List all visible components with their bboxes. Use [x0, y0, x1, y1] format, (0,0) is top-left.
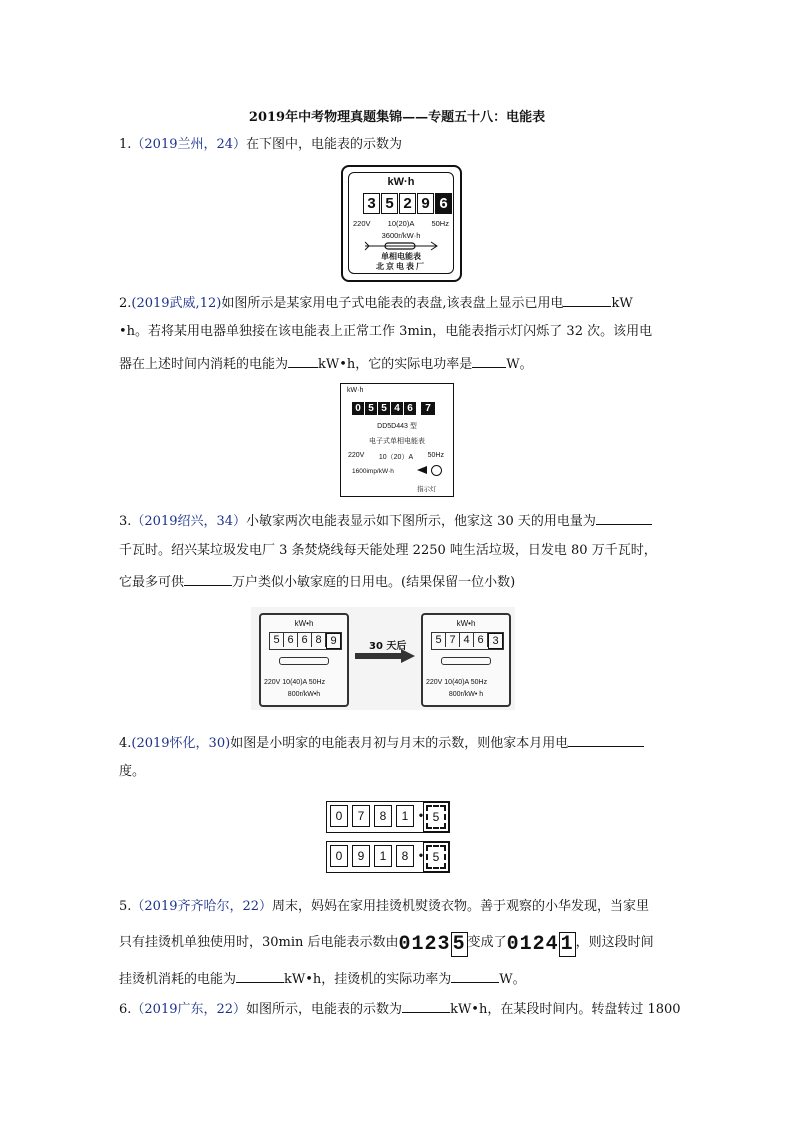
meter-digit: 8 — [374, 805, 392, 827]
meter-digit: 8 — [312, 633, 326, 647]
meter-frequency: 50Hz — [427, 452, 444, 459]
meter-maker: 北京电表厂 — [376, 261, 426, 271]
meter-digit: 6 — [404, 402, 416, 415]
meter-digits: 0123 — [398, 933, 451, 956]
meter-digit-decimal: 1 — [560, 933, 574, 956]
meter-reading-start — [326, 801, 450, 833]
meter-digit: 1 — [374, 845, 392, 867]
question-5-line-1 — [119, 898, 649, 916]
disc-icon — [441, 657, 491, 665]
question-text: 如图所示，电能表的示数为 — [246, 1002, 403, 1017]
page-title: 2019年中考物理真题集锦——专题五十八：电能表 — [248, 110, 546, 125]
meter-unit: kW·h — [387, 176, 415, 188]
meter-digit: 9 — [417, 193, 434, 214]
question-text: kW•h，它的实际电功率是 — [318, 357, 473, 372]
meter-digit: 0 — [330, 845, 348, 867]
meter-current: 10（20）A — [378, 454, 414, 461]
meter-digit-decimal: 6 — [435, 193, 452, 214]
meter-digit: 4 — [460, 633, 474, 647]
meter-spec — [353, 219, 449, 228]
disc-arrow-icon — [363, 241, 439, 251]
decimal-point: • — [418, 848, 424, 862]
meter-digit: 6 — [474, 633, 488, 647]
meter-digit: 5 — [270, 633, 284, 647]
meter-voltage: 220V — [353, 219, 371, 228]
question-text: W。 — [506, 357, 533, 372]
question-text: 如图是小明家的电能表月初与月末的示数，则他家本月用电 — [230, 736, 569, 751]
answer-blank[interactable] — [596, 511, 652, 525]
answer-blank[interactable] — [236, 969, 284, 983]
decimal-point: • — [418, 808, 424, 822]
meter-digits: 0124 — [506, 933, 559, 956]
meter-digits — [269, 632, 342, 650]
answer-blank[interactable] — [568, 733, 644, 747]
meter-voltage: 220V — [348, 452, 365, 459]
meter-digit-decimal: 7 — [421, 402, 435, 415]
meter-digits — [363, 193, 452, 214]
meter-spec — [348, 452, 444, 462]
meter-figure-2 — [340, 383, 454, 497]
arrow-right-icon — [355, 649, 415, 663]
question-number: 4. — [119, 736, 132, 751]
question-2-line-3 — [119, 354, 533, 374]
answer-blank[interactable] — [402, 999, 450, 1013]
question-6-line-1 — [119, 999, 681, 1019]
meter-unit: kW·h — [347, 387, 364, 394]
question-text: 如图所示是某家用电子式电能表的表盘,该表盘上显示已用电 — [221, 296, 564, 311]
question-text: 挂烫机消耗的电能为 — [119, 972, 237, 987]
meter-before — [259, 613, 349, 707]
answer-blank[interactable] — [451, 969, 499, 983]
meter-current: 10(20)A — [387, 219, 415, 228]
meter-imp-constant: 1600imp/kW·h — [352, 468, 394, 475]
question-text: kW — [611, 296, 633, 311]
meter-figure-3 — [251, 607, 515, 710]
meter-digit: 9 — [352, 845, 370, 867]
meter-digit: 0 — [352, 402, 364, 415]
question-number: 6. — [119, 1002, 132, 1017]
question-source: （2019齐齐哈尔，22） — [131, 899, 273, 914]
indicator-light-label: 指示灯 — [417, 485, 437, 493]
question-text: kW•h，在某段时间内。转盘转过 1800 — [450, 1002, 681, 1017]
question-5-line-2 — [119, 934, 654, 954]
meter-digit: 5 — [432, 633, 446, 647]
meter-digit: 4 — [391, 402, 403, 415]
question-4-line-2: 度。 — [119, 764, 146, 779]
answer-blank[interactable] — [472, 354, 506, 368]
meter-digit-decimal: 5 — [426, 845, 446, 869]
question-5-line-3 — [119, 969, 526, 989]
question-text: kW•h，挂烫机的实际功率为 — [284, 972, 452, 987]
question-text: 变成了 — [467, 935, 507, 950]
question-text: 器在上述时间内消耗的电能为 — [119, 357, 289, 372]
question-source: (2019怀化，30) — [131, 736, 231, 751]
meter-reading-inline-to — [506, 933, 576, 956]
meter-reading-end — [326, 841, 450, 873]
meter-digits — [431, 632, 504, 650]
question-source: （2019绍兴，34） — [131, 514, 247, 529]
question-number: 1. — [119, 137, 132, 152]
meter-reading-inline-from — [398, 933, 468, 956]
meter-digit: 3 — [363, 193, 380, 214]
question-source: （2019广东，22） — [131, 1002, 247, 1017]
meter-spec: 220V 10(40)A 50Hz — [264, 679, 326, 686]
meter-digit: 0 — [330, 805, 348, 827]
question-text: 周末，妈妈在家用挂烫机熨烫衣物。善于观察的小华发现，当家里 — [272, 899, 650, 914]
meter-digit-decimal: 5 — [426, 805, 446, 829]
meter-digit: 2 — [399, 193, 416, 214]
meter-digit: 8 — [396, 845, 414, 867]
meter-name: 单相电能表 — [381, 251, 421, 261]
meter-rev-constant: 800r/kW• h — [448, 691, 484, 698]
question-text: 只有挂烫机单独使用时，30min 后电能表示数由 — [119, 935, 399, 950]
question-number: 5. — [119, 899, 132, 914]
question-3-line-2: 千瓦时。绍兴某垃圾发电厂 3 条焚烧线每天能处理 2250 吨生活垃圾，日发电 80 万千瓦时， — [119, 543, 657, 558]
meter-digit: 1 — [396, 805, 414, 827]
meter-name: 电子式单相电能表 — [369, 437, 425, 445]
question-source: (2019武威,12) — [131, 296, 222, 311]
question-text: ，则这段时间 — [575, 935, 654, 950]
meter-digit: 6 — [284, 633, 298, 647]
meter-unit: kW•h — [456, 619, 476, 628]
question-text: 在下图中，电能表的示数为 — [246, 137, 403, 152]
disc-icon — [279, 657, 329, 665]
question-3-line-1 — [119, 511, 652, 531]
meter-digits — [352, 402, 436, 415]
meter-spec: 220V 10(40)A 50Hz — [426, 679, 488, 686]
meter-digit: 5 — [378, 402, 390, 415]
question-text: W。 — [499, 972, 526, 987]
question-3-line-3 — [119, 572, 515, 592]
question-text: 小敏家两次电能表显示如下图所示，他家这 30 天的用电量为 — [246, 514, 596, 529]
meter-digit: 7 — [446, 633, 460, 647]
answer-blank[interactable] — [184, 572, 232, 586]
question-source: （2019兰州，24） — [131, 137, 247, 152]
meter-unit: kW•h — [294, 619, 314, 628]
meter-digit: 6 — [298, 633, 312, 647]
question-text: 万户类似小敏家庭的日用电。(结果保留一位小数) — [232, 575, 516, 590]
indicator-light-icon — [431, 465, 442, 476]
meter-digit: 5 — [365, 402, 377, 415]
question-4-line-1 — [119, 733, 644, 753]
question-text: 它最多可供 — [119, 575, 185, 590]
arrow-label: 30 天后 — [369, 641, 407, 652]
meter-model: DD5D443 型 — [377, 423, 417, 430]
pointer-arrow-icon — [417, 466, 427, 474]
meter-rev-constant: 800r/kW•h — [287, 691, 321, 698]
meter-digit: 7 — [352, 805, 370, 827]
meter-figure-1 — [341, 165, 462, 282]
meter-digit-decimal: 5 — [452, 933, 466, 956]
question-2-line-1 — [119, 293, 633, 313]
question-number: 3. — [119, 514, 132, 529]
answer-blank[interactable] — [563, 293, 611, 307]
question-number: 2. — [119, 296, 132, 311]
meter-digit-decimal: 9 — [326, 633, 341, 649]
meter-digit: 5 — [381, 193, 398, 214]
question-2-line-2: •h。若将某用电器单独接在该电能表上正常工作 3min，电能表指示灯闪烁了 32 次。该用电 — [119, 324, 653, 339]
meter-frequency: 50Hz — [431, 219, 449, 228]
meter-digit-decimal: 3 — [488, 633, 503, 649]
meter-rev-constant: 3600r/kW·h — [381, 231, 421, 240]
answer-blank[interactable] — [288, 354, 318, 368]
question-1-line-1 — [119, 136, 402, 154]
meter-after — [421, 613, 511, 707]
